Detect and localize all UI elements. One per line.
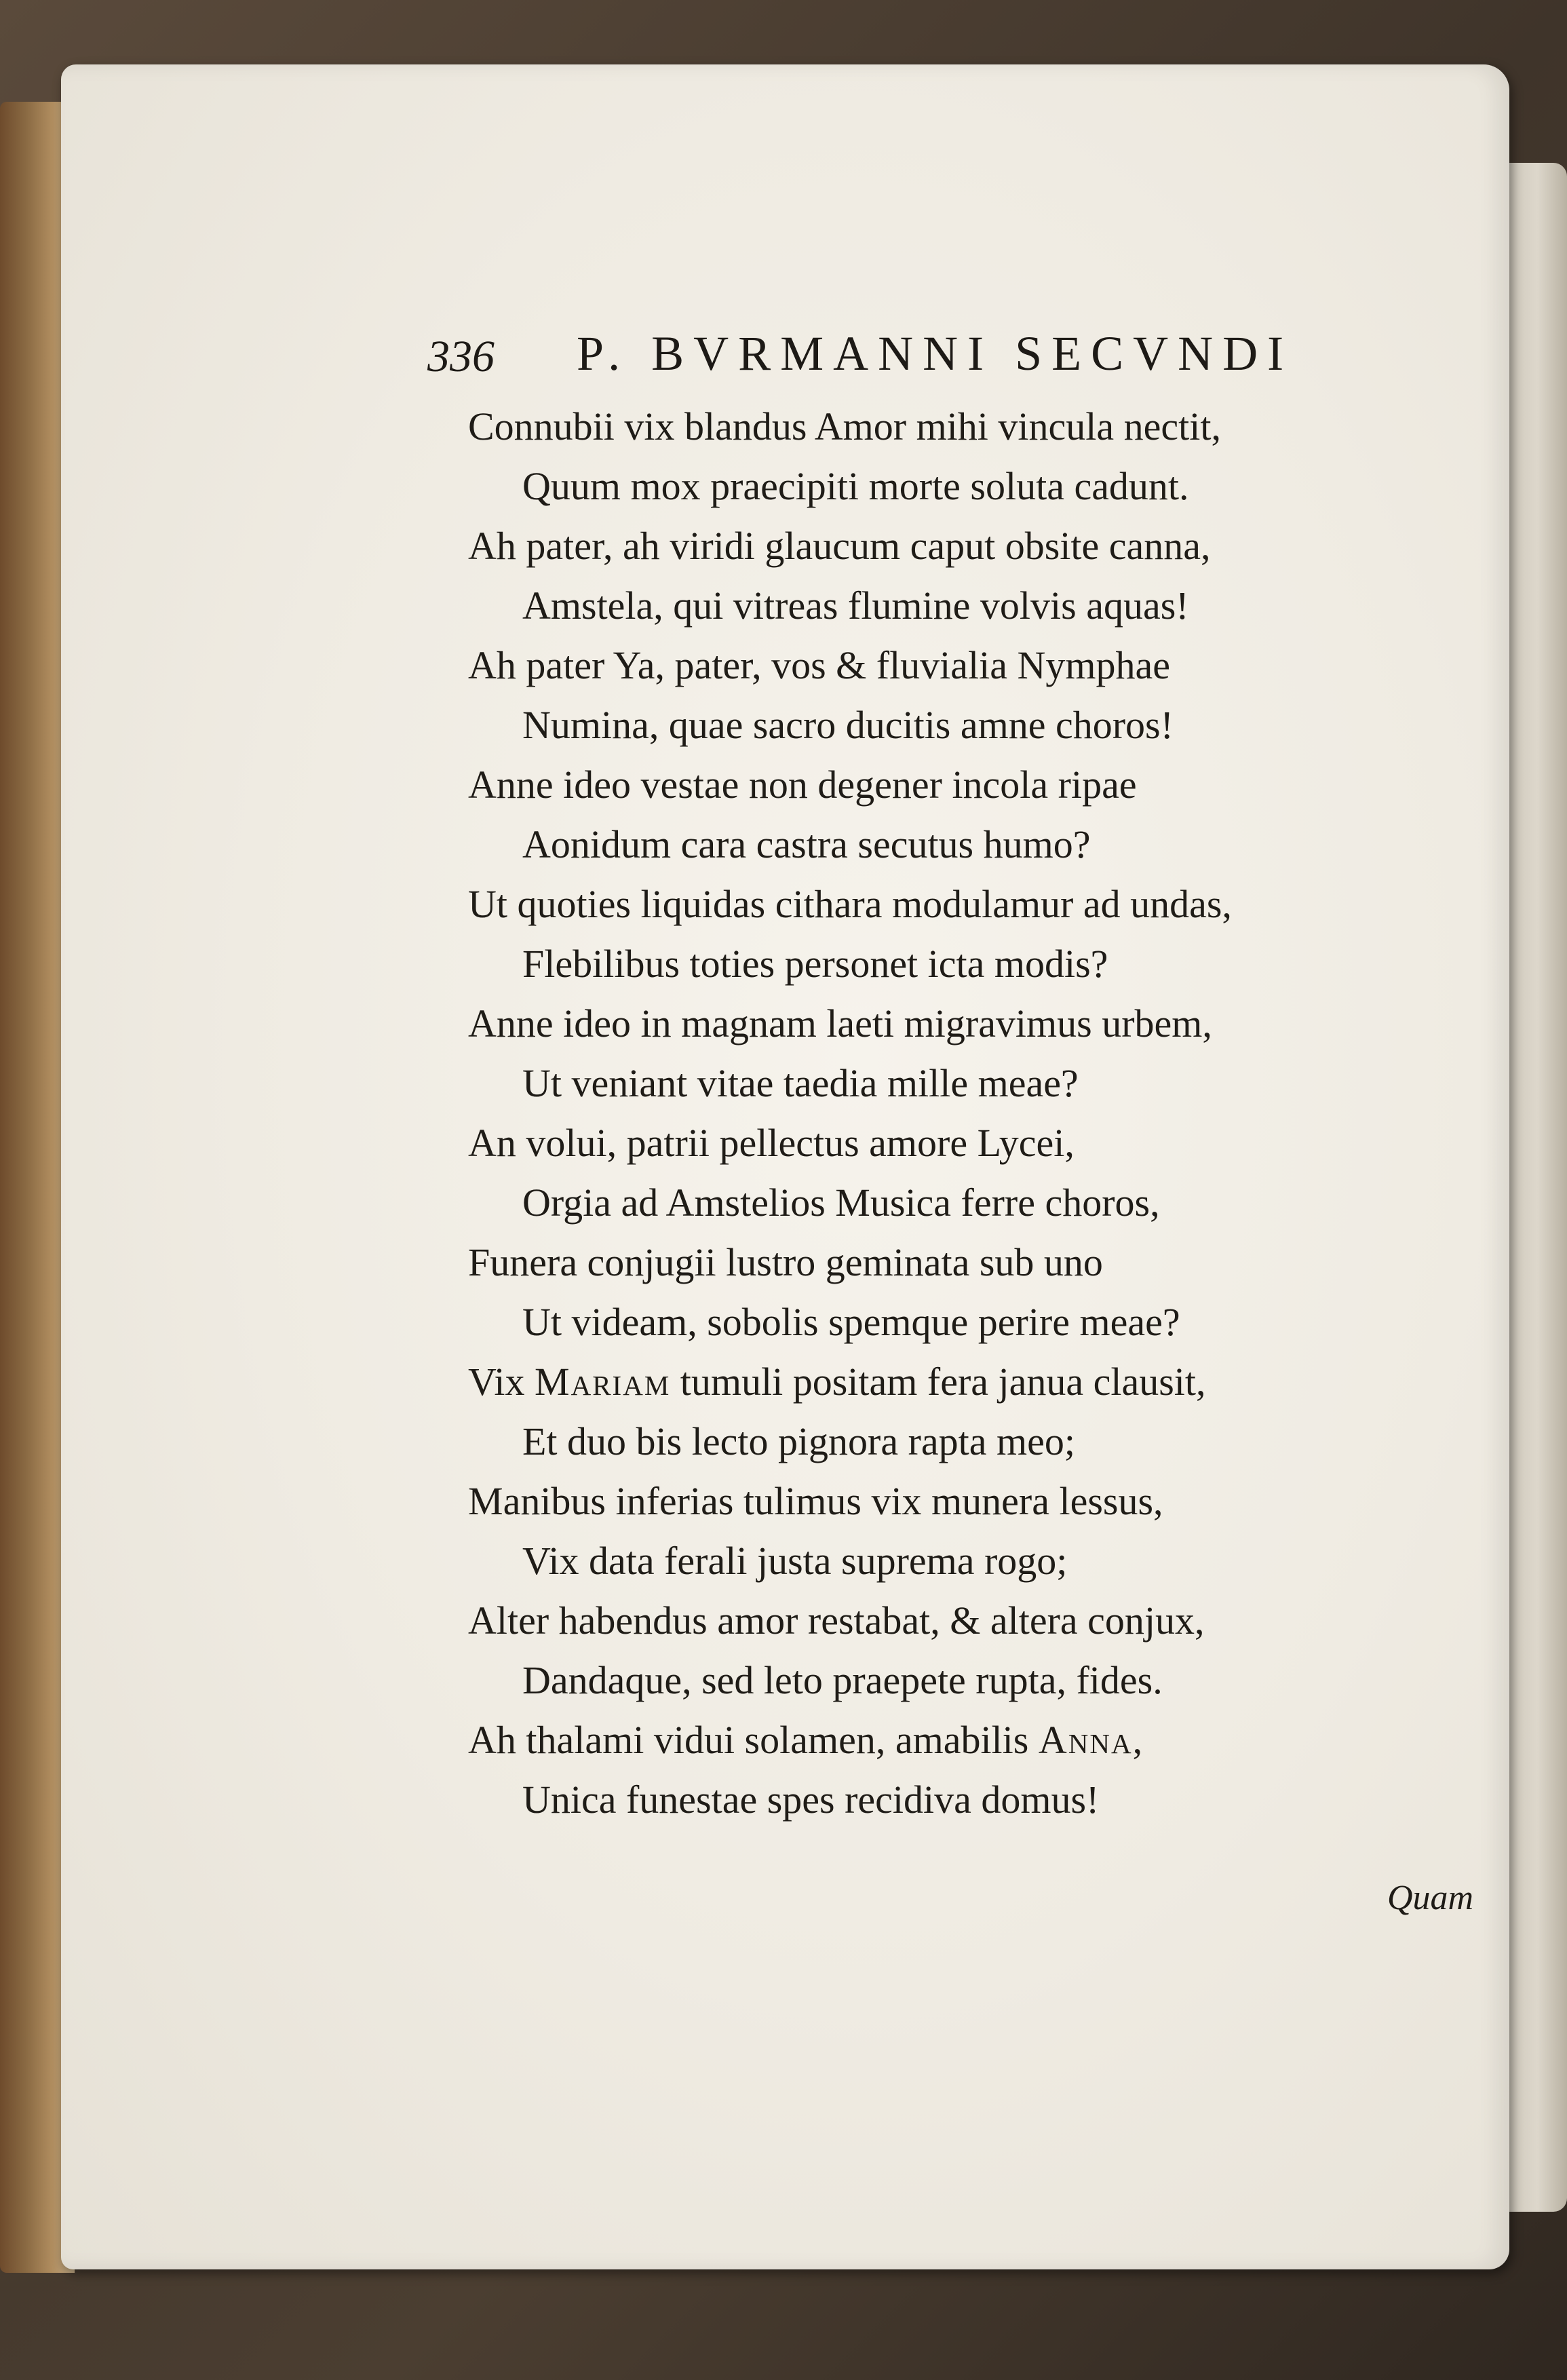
verse-line: Aonidum cara castra secutus humo? (522, 822, 1091, 866)
verse-text: Ah thalami vidui solamen, amabilis (468, 1718, 1039, 1762)
verse-line: Alter habendus amor restabat, & altera conjux, (468, 1598, 1205, 1643)
verse-line (468, 1362, 1206, 1402)
name-small-caps: Mariam (535, 1360, 671, 1404)
verse-line: Ah pater, ah viridi glaucum caput obsite canna, (468, 524, 1211, 568)
verse-line: Orgia ad Amstelios Musica ferre choros, (522, 1181, 1160, 1225)
verse-line: Et duo bis lecto pignora rapta meo; (522, 1419, 1076, 1463)
verse-line: Dandaque, sed leto praepete rupta, fides. (522, 1658, 1163, 1702)
verse-line: Funera conjugii lustro geminata sub uno (468, 1240, 1103, 1284)
verse-line: Manibus inferias tulimus vix munera lessus, (468, 1479, 1163, 1523)
verse-line: Anne ideo in magnam laeti migravimus urbem, (468, 1001, 1212, 1045)
verse-text: , (1132, 1718, 1143, 1762)
verse-line: Ut videam, sobolis spemque perire meae? (522, 1300, 1180, 1344)
verse-line: An volui, patrii pellectus amore Lycei, (468, 1121, 1075, 1165)
page-header (427, 319, 1377, 400)
verse-line: Numina, quae sacro ducitis amne choros! (522, 703, 1174, 747)
verse-line: Vix data ferali justa suprema rogo; (522, 1539, 1068, 1583)
verse-line (468, 1718, 1143, 1762)
verse-line: Connubii vix blandus Amor mihi vincula nectit, (468, 404, 1221, 448)
verse-line: Ut quoties liquidas cithara modulamur ad undas, (468, 882, 1232, 926)
verse-text: tumuli positam fera janua clausit, (670, 1360, 1206, 1404)
verse-line: Amstela, qui vitreas flumine volvis aquas! (522, 583, 1189, 628)
running-head: P. BVRMANNI SECVNDI (577, 326, 1294, 381)
verse-line: Ah pater Ya, pater, vos & fluvialia Nymphae (468, 643, 1170, 687)
catchword: Quam (1387, 1879, 1474, 1917)
verse-text: Vix (468, 1360, 535, 1404)
verse-line: Quum mox praecipiti morte soluta cadunt. (522, 464, 1189, 508)
name-small-caps: Anna (1038, 1718, 1133, 1762)
verse-line: Unica funestae spes recidiva domus! (522, 1778, 1100, 1822)
verse-line: Ut veniant vitae taedia mille meae? (522, 1061, 1079, 1105)
page-number: 336 (427, 332, 495, 381)
verse-line: Flebilibus toties personet icta modis? (522, 942, 1108, 986)
verse-line: Anne ideo vestae non degener incola ripae (468, 763, 1137, 807)
